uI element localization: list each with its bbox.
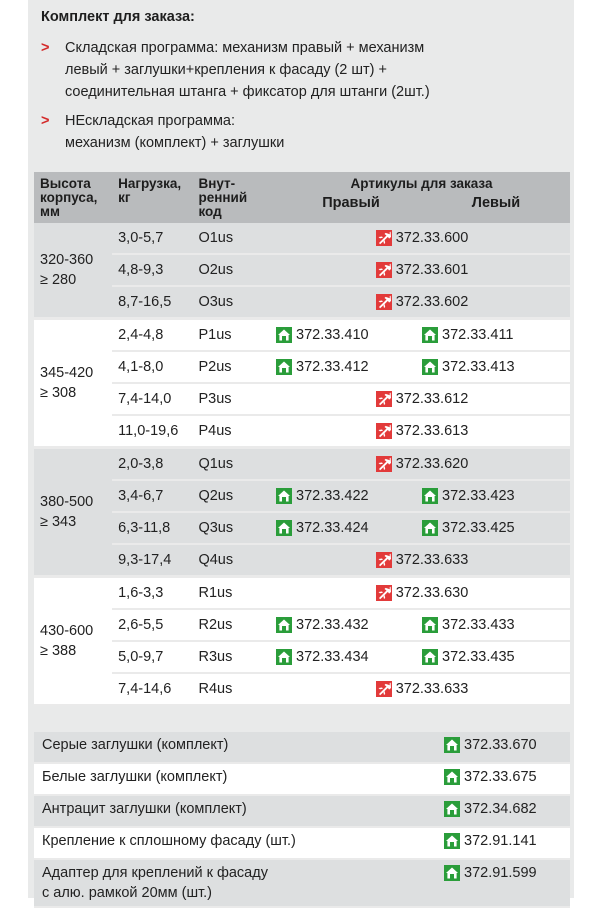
article-number-text: 372.33.423: [442, 488, 515, 504]
load-cell: 1,6-3,3: [112, 577, 192, 610]
col-header-height: Высота корпуса, мм: [34, 172, 112, 223]
article-number: [376, 294, 469, 310]
accessory-name-line: с алю. рамкой 20мм (шт.): [42, 885, 212, 901]
article-number-text: 372.33.630: [395, 585, 469, 601]
accessory-article: [440, 827, 570, 859]
stock-house-icon: [276, 327, 292, 343]
article-number: [444, 735, 537, 755]
nonstock-plane-icon: [376, 391, 392, 407]
code-cell: P3us: [192, 383, 270, 415]
articles-cell: [270, 544, 570, 577]
stock-house-icon: [276, 488, 292, 504]
accessory-name-line: Адаптер для креплений к фасаду: [42, 865, 268, 881]
article-number-text: 372.33.432: [296, 617, 369, 633]
articles-cell: [270, 673, 570, 705]
stock-house-icon: [422, 359, 438, 375]
article-number: [376, 230, 469, 246]
order-kit-heading: Комплект для заказа:: [41, 9, 195, 25]
accessory-article: [440, 732, 570, 763]
article-number: [444, 863, 537, 883]
article-number: [444, 831, 537, 851]
article-number: [422, 617, 515, 633]
articles-cell: [270, 286, 570, 319]
accessory-row: [34, 795, 570, 827]
load-cell: 5,0-9,7: [112, 641, 192, 673]
col-header-load: Нагрузка, кг: [112, 172, 192, 223]
stock-house-icon: [444, 737, 460, 753]
col-header-sides: [270, 196, 570, 223]
bullet-text-line: соединительная штанга + фиксатор для штанги (2шт.): [65, 84, 430, 100]
articles-cell: [270, 351, 570, 383]
article-number: [376, 552, 469, 568]
load-cell: 6,3-11,8: [112, 512, 192, 544]
article-number-text: 372.33.422: [296, 488, 369, 504]
article-number: [422, 359, 515, 375]
table-row: [34, 673, 570, 705]
table-row: [34, 544, 570, 577]
accessories-table: [34, 732, 570, 908]
table-row: [34, 609, 570, 641]
code-cell: Q2us: [192, 480, 270, 512]
code-cell: O3us: [192, 286, 270, 319]
code-cell: R4us: [192, 673, 270, 705]
accessory-row: [34, 763, 570, 795]
nonstock-plane-icon: [376, 585, 392, 601]
article-number-text: 372.33.413: [442, 359, 515, 375]
load-cell: 4,1-8,0: [112, 351, 192, 383]
stock-house-icon: [276, 649, 292, 665]
stock-house-icon: [444, 801, 460, 817]
article-number-text: 372.33.435: [442, 649, 515, 665]
stock-house-icon: [422, 488, 438, 504]
article-number-text: 372.33.410: [296, 327, 369, 343]
height-cell: [34, 223, 112, 319]
articles-cell: [270, 448, 570, 481]
articles-cell: [270, 223, 570, 254]
code-cell: Q3us: [192, 512, 270, 544]
article-number: [376, 423, 469, 439]
article-number: [444, 767, 537, 787]
article-number: [422, 649, 515, 665]
bullet-text-line: механизм (комплект) + заглушки: [65, 135, 285, 151]
load-cell: 2,6-5,5: [112, 609, 192, 641]
accessory-name: [34, 827, 440, 859]
article-number-text: 372.33.425: [442, 520, 515, 536]
accessory-name-line: Крепление к сплошному фасаду (шт.): [42, 833, 296, 849]
articles-table: [34, 172, 570, 706]
stock-house-icon: [422, 617, 438, 633]
table-row: [34, 512, 570, 544]
stock-house-icon: [276, 617, 292, 633]
table-row: [34, 351, 570, 383]
stock-house-icon: [444, 865, 460, 881]
accessory-name-line: Антрацит заглушки (комплект): [42, 801, 247, 817]
stock-house-icon: [422, 520, 438, 536]
nonstock-plane-icon: [376, 681, 392, 697]
load-cell: 11,0-19,6: [112, 415, 192, 448]
table-row: [34, 254, 570, 286]
stock-house-icon: [276, 520, 292, 536]
articles-cell: [270, 415, 570, 448]
bullet-text-line: НЕскладская программа:: [65, 113, 236, 129]
article-number-text: 372.33.434: [296, 649, 369, 665]
article-number: [276, 649, 369, 665]
table-row: [34, 641, 570, 673]
table-row: [34, 286, 570, 319]
article-number: [276, 327, 369, 343]
code-cell: P1us: [192, 319, 270, 352]
article-number-text: 372.33.424: [296, 520, 369, 536]
article-number-text: 372.33.612: [395, 391, 469, 407]
accessory-name-line: Серые заглушки (комплект): [42, 737, 229, 753]
article-number-text: 372.33.602: [395, 294, 469, 310]
article-number: [376, 681, 469, 697]
height-cell: [34, 319, 112, 448]
articles-cell: [270, 512, 570, 544]
accessory-name: [34, 763, 440, 795]
height-range: 345-420: [40, 365, 94, 381]
article-number: [276, 359, 369, 375]
article-number-text: 372.33.601: [395, 262, 469, 278]
min-depth: ≥ 280: [40, 272, 77, 288]
articles-cell: [270, 480, 570, 512]
table-row: [34, 577, 570, 610]
article-number: [422, 327, 514, 343]
accessory-row: [34, 827, 570, 859]
height-cell: [34, 577, 112, 706]
article-number: [422, 488, 515, 504]
height-range: 320-360: [40, 252, 94, 268]
article-number-text: 372.33.633: [395, 552, 469, 568]
code-cell: R1us: [192, 577, 270, 610]
bullet-text-line: Складская программа: механизм правый + механизм: [65, 40, 425, 56]
stock-house-icon: [444, 833, 460, 849]
stock-house-icon: [422, 649, 438, 665]
article-number-text: 372.33.675: [464, 769, 537, 785]
load-cell: 7,4-14,6: [112, 673, 192, 705]
accessory-row: [34, 732, 570, 763]
article-number-text: 372.33.411: [442, 327, 514, 343]
min-depth: ≥ 343: [40, 514, 77, 530]
table-row: [34, 415, 570, 448]
articles-cell: [270, 609, 570, 641]
min-depth: ≥ 308: [40, 385, 77, 401]
article-number: [376, 262, 469, 278]
code-cell: Q4us: [192, 544, 270, 577]
article-number-text: 372.91.141: [464, 833, 537, 849]
col-header-right: Правый: [322, 194, 380, 211]
load-cell: 2,4-4,8: [112, 319, 192, 352]
table-row: [34, 223, 570, 254]
accessory-name: [34, 795, 440, 827]
article-number: [276, 617, 369, 633]
article-number: [376, 391, 469, 407]
nonstock-plane-icon: [376, 552, 392, 568]
nonstock-plane-icon: [376, 456, 392, 472]
accessory-article: [440, 795, 570, 827]
nonstock-plane-icon: [376, 294, 392, 310]
load-cell: 4,8-9,3: [112, 254, 192, 286]
articles-cell: [270, 641, 570, 673]
nonstock-plane-icon: [376, 423, 392, 439]
height-cell: [34, 448, 112, 577]
articles-cell: [270, 319, 570, 352]
stock-house-icon: [444, 769, 460, 785]
table-row: [34, 383, 570, 415]
kit-bullet: [41, 110, 561, 154]
table-row: [34, 480, 570, 512]
accessory-name-line: Белые заглушки (комплект): [42, 769, 228, 785]
bullet-text-line: левый + заглушки+крепления к фасаду (2 шт) +: [65, 62, 387, 78]
code-cell: R3us: [192, 641, 270, 673]
table-row: [34, 448, 570, 481]
article-number-text: 372.34.682: [464, 801, 537, 817]
article-number-text: 372.33.600: [395, 230, 469, 246]
load-cell: 3,4-6,7: [112, 480, 192, 512]
height-range: 380-500: [40, 494, 94, 510]
kit-bullet: [41, 37, 561, 103]
col-header-code: Внут- ренний код: [192, 172, 270, 223]
load-cell: 9,3-17,4: [112, 544, 192, 577]
article-number-text: 372.33.412: [296, 359, 369, 375]
load-cell: 3,0-5,7: [112, 223, 192, 254]
load-cell: 8,7-16,5: [112, 286, 192, 319]
article-number: [376, 456, 469, 472]
min-depth: ≥ 388: [40, 643, 77, 659]
accessory-name: [34, 732, 440, 763]
article-number-text: 372.33.433: [442, 617, 515, 633]
code-cell: O2us: [192, 254, 270, 286]
col-header-left: Левый: [471, 194, 521, 211]
article-number-text: 372.33.613: [395, 423, 469, 439]
table-row: [34, 319, 570, 352]
code-cell: Q1us: [192, 448, 270, 481]
articles-cell: [270, 254, 570, 286]
stock-house-icon: [422, 327, 438, 343]
order-sheet: [28, 0, 574, 901]
article-number: [444, 799, 537, 819]
article-number: [276, 520, 369, 536]
load-cell: 7,4-14,0: [112, 383, 192, 415]
code-cell: P2us: [192, 351, 270, 383]
code-cell: P4us: [192, 415, 270, 448]
nonstock-plane-icon: [376, 230, 392, 246]
height-range: 430-600: [40, 623, 94, 639]
article-number-text: 372.91.599: [464, 865, 537, 881]
article-number-text: 372.33.633: [395, 681, 469, 697]
article-number-text: 372.33.620: [395, 456, 469, 472]
accessory-article: [440, 763, 570, 795]
articles-cell: [270, 383, 570, 415]
article-number: [376, 585, 469, 601]
nonstock-plane-icon: [376, 262, 392, 278]
col-header-articles: Артикулы для заказа: [270, 172, 570, 196]
articles-cell: [270, 577, 570, 610]
code-cell: O1us: [192, 223, 270, 254]
load-cell: 2,0-3,8: [112, 448, 192, 481]
article-number: [422, 520, 515, 536]
article-number-text: 372.33.670: [464, 737, 537, 753]
bullet-marker: >: [41, 113, 50, 129]
stock-house-icon: [276, 359, 292, 375]
article-number: [276, 488, 369, 504]
code-cell: R2us: [192, 609, 270, 641]
bullet-marker: >: [41, 40, 50, 56]
